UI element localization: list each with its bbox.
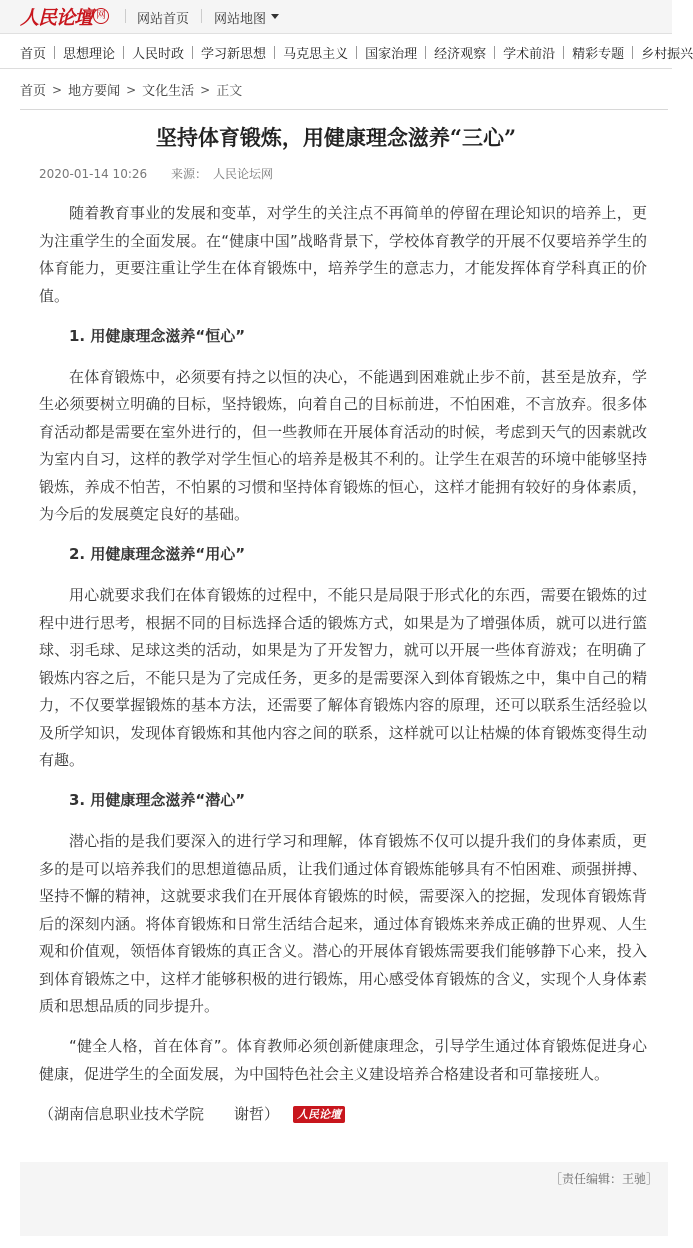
nav-item-new-thought[interactable]: 学习新思想: [201, 47, 267, 62]
breadcrumb-culture[interactable]: 文化生活: [142, 84, 195, 99]
chevron-right-icon: >: [200, 82, 211, 97]
top-bar: [0, 0, 672, 34]
breadcrumb-current: 正文: [216, 84, 243, 99]
paragraph: “健全人格，首在体育”。体育教师必须创新健康理念，引导学生通过体育锻炼促进身心健康，促进学生的全面发展，为中国特色社会主义建设培养合格建设者和可靠接班人。: [39, 1037, 647, 1083]
article-title: 坚持体育锻炼，用健康理念滋养“三心”: [155, 125, 517, 150]
signature-text: （湖南信息职业技术学院 谢哲）: [39, 1104, 280, 1123]
nav-item-rural[interactable]: 乡村振兴: [641, 47, 693, 62]
divider: [494, 46, 495, 59]
site-home-link[interactable]: 网站首页: [137, 12, 190, 27]
article-meta: [39, 165, 293, 182]
divider: [125, 9, 126, 23]
paragraph: 潜心指的是我们要深入的进行学习和理解，体育锻炼不仅可以提升我们的身体素质，更多的是可以培养我们的思想道德品质，让我们通过体育锻炼能够具有不怕困难、顽强拼搏、坚持不懈的精神，这就要求我们在开展体育锻炼的时候，需要深入的挖掘，发现体育锻炼背后的深刻内涵。将体育锻炼和日常生活结合起来，通过体育锻炼来养成正确的世界观、人生观和价值观，领悟体育锻炼的真正含义。潜心的开展体育锻炼需要我们能够静下心来，投入到体育锻炼之中，这样才能够积极的进行锻炼，用心感受体育锻炼的含义，实现个人身体素质和思想品质的同步提升。: [39, 832, 647, 1015]
responsible-editor: ［责任编辑：王驰］: [549, 1172, 658, 1186]
section-heading: 2. 用健康理念滋养“用心”: [69, 545, 246, 563]
chevron-right-icon: >: [52, 82, 63, 97]
divider: [425, 46, 426, 59]
paragraph: 随着教育事业的发展和变革，对学生的关注点不再简单的停留在理论知识的培养上，更为注重学生的全面发展。在“健康中国”战略背景下，学校体育教学的开展不仅要培养学生的体育能力，更要注重让学生在体育锻炼中，培养学生的意志力，才能发挥体育学科真正的价值。: [39, 204, 647, 305]
nav-item-politics[interactable]: 人民时政: [132, 47, 185, 62]
nav-item-home[interactable]: 首页: [20, 47, 47, 62]
divider: [356, 46, 357, 59]
divider: [20, 109, 668, 110]
chevron-down-icon[interactable]: [271, 14, 279, 19]
divider: [274, 46, 275, 59]
logo-mark: 网: [93, 8, 109, 24]
source-label: 来源：: [170, 167, 207, 181]
section-heading: 1. 用健康理念滋养“恒心”: [69, 326, 246, 345]
divider: [563, 46, 564, 59]
author-signature: [39, 1101, 647, 1129]
paragraph: 用心就要求我们在体育锻炼的过程中，不能只是局限于形式化的东西，需要在锻炼的过程中进行思考，根据不同的目标选择合适的锻炼方式，如果是为了增强体质，就可以进行篮球、羽毛球、足球这类的活动，如果是为了开发智力，就可以开展一些体育游戏；在明确了锻炼内容之后，不能只是为了完成任务，更多的是需要深入到体育锻炼之中，集中自己的精力，不仅要掌握锻炼的基本方法，还需要了解体育锻炼内容的原理，还可以联系生活经验以及所学知识，发现体育锻炼和其他内容之间的联系，这样就可以让枯燥的体育锻炼变得生动有趣。: [39, 586, 647, 769]
section-heading: 3. 用健康理念滋养“潜心”: [69, 791, 246, 809]
nav-item-theory[interactable]: 思想理论: [63, 47, 116, 62]
editor-box: [20, 1162, 668, 1236]
article-body: [39, 200, 647, 1128]
nav-item-academic[interactable]: 学术前沿: [503, 47, 556, 62]
nav-item-features[interactable]: 精彩专题: [572, 47, 625, 62]
nav-item-governance[interactable]: 国家治理: [365, 47, 418, 62]
breadcrumb-local-news[interactable]: 地方要闻: [68, 84, 121, 99]
divider: [54, 46, 55, 59]
publish-date: 2020-01-14 10:26: [39, 167, 148, 181]
site-stamp-logo: 人民论壇: [293, 1106, 345, 1123]
breadcrumb: [20, 80, 242, 99]
breadcrumb-home[interactable]: 首页: [20, 84, 47, 99]
chevron-right-icon: >: [126, 82, 137, 97]
divider: [192, 46, 193, 59]
article-source: 人民论坛网: [212, 167, 273, 181]
divider: [123, 46, 124, 59]
site-logo[interactable]: [20, 5, 109, 27]
paragraph: 在体育锻炼中，必须要有持之以恒的决心，不能遇到困难就止步不前，甚至是放弃，学生必须要树立明确的目标，坚持锻炼，向着自己的目标前进，不怕困难，不言放弃。很多体育活动都是需要在室外进行的，但一些教师在开展体育活动的时候，考虑到天气的因素就改为室内自习，这样的教学对学生恒心的培养是极其不利的。让学生在艰苦的环境中能够坚持锻炼，养成不怕苦，不怕累的习惯和坚持体育锻炼的恒心，这样才能拥有较好的身体素质，为今后的发展奠定良好的基础。: [39, 367, 647, 523]
nav-item-economy[interactable]: 经济观察: [434, 47, 487, 62]
sitemap-link[interactable]: 网站地图: [214, 12, 267, 27]
logo-text: 人民论壇: [20, 6, 93, 29]
divider: [201, 9, 202, 23]
nav-item-marxism[interactable]: 马克思主义: [283, 47, 349, 62]
divider: [632, 46, 633, 59]
main-nav: [0, 34, 693, 69]
